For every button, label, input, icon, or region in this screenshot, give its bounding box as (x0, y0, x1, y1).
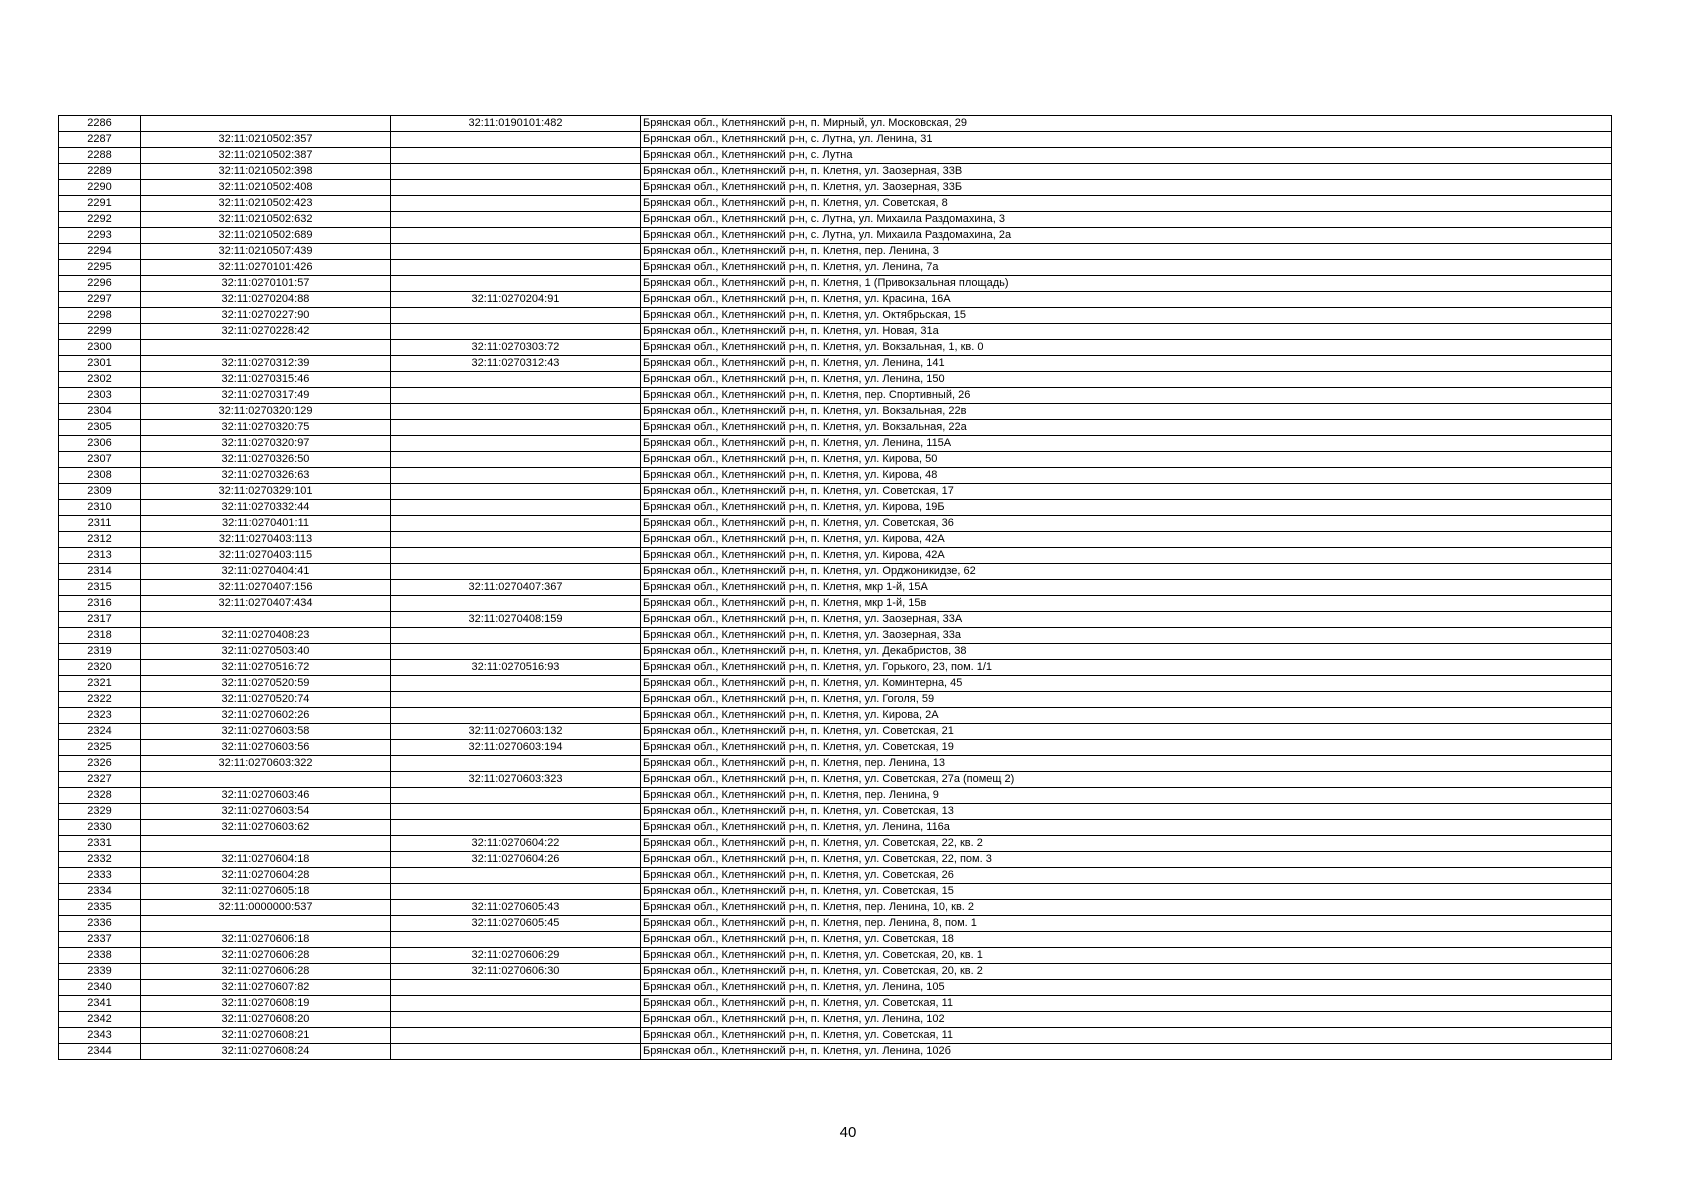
address-cell: Брянская обл., Клетнянский р-н, п. Клетня, ул. Советская, 27а (помещ 2) (641, 772, 1612, 788)
page-number: 40 (839, 1124, 857, 1141)
table-row (59, 868, 1612, 884)
second-cadastral-number-cell (391, 276, 641, 292)
second-cadastral-number-cell (391, 1044, 641, 1060)
address-cell: Брянская обл., Клетнянский р-н, п. Клетня, пер. Спортивный, 26 (641, 388, 1612, 404)
cadastral-number-cell: 32:11:0270605:18 (141, 884, 391, 900)
table-row (59, 276, 1612, 292)
second-cadastral-number-cell (391, 884, 641, 900)
row-number-cell: 2338 (59, 948, 141, 964)
row-number-cell: 2344 (59, 1044, 141, 1060)
address-cell: Брянская обл., Клетнянский р-н, п. Клетня, пер. Ленина, 10, кв. 2 (641, 900, 1612, 916)
table-row (59, 916, 1612, 932)
address-cell: Брянская обл., Клетнянский р-н, п. Клетня, пер. Ленина, 13 (641, 756, 1612, 772)
table-row (59, 500, 1612, 516)
row-number-cell: 2333 (59, 868, 141, 884)
table-row (59, 1044, 1612, 1060)
row-number-cell: 2315 (59, 580, 141, 596)
table-row (59, 996, 1612, 1012)
table-row (59, 452, 1612, 468)
cadastral-number-cell: 32:11:0270603:54 (141, 804, 391, 820)
address-cell: Брянская обл., Клетнянский р-н, п. Клетня, ул. Советская, 17 (641, 484, 1612, 500)
cadastral-number-cell (141, 772, 391, 788)
cadastral-number-cell: 32:11:0270227:90 (141, 308, 391, 324)
row-number-cell: 2299 (59, 324, 141, 340)
cadastral-number-cell (141, 340, 391, 356)
second-cadastral-number-cell (391, 388, 641, 404)
cadastral-number-cell: 32:11:0210502:408 (141, 180, 391, 196)
table-row (59, 644, 1612, 660)
cadastral-number-cell: 32:11:0270606:18 (141, 932, 391, 948)
cadastral-number-cell (141, 836, 391, 852)
cadastral-number-cell: 32:11:0270403:115 (141, 548, 391, 564)
row-number-cell: 2289 (59, 164, 141, 180)
address-cell: Брянская обл., Клетнянский р-н, п. Клетня, ул. Заозерная, 33а (641, 628, 1612, 644)
address-cell: Брянская обл., Клетнянский р-н, п. Клетня, ул. Ленина, 105 (641, 980, 1612, 996)
second-cadastral-number-cell: 32:11:0270606:30 (391, 964, 641, 980)
row-number-cell: 2308 (59, 468, 141, 484)
second-cadastral-number-cell: 32:11:0270605:43 (391, 900, 641, 916)
row-number-cell: 2293 (59, 228, 141, 244)
address-cell: Брянская обл., Клетнянский р-н, с. Лутна, ул. Михаила Раздомахина, 3 (641, 212, 1612, 228)
row-number-cell: 2313 (59, 548, 141, 564)
table-row (59, 388, 1612, 404)
cadastral-number-cell: 32:11:0270317:49 (141, 388, 391, 404)
table-row (59, 804, 1612, 820)
second-cadastral-number-cell (391, 244, 641, 260)
address-cell: Брянская обл., Клетнянский р-н, п. Клетня, ул. Советская, 11 (641, 1028, 1612, 1044)
second-cadastral-number-cell (391, 132, 641, 148)
cadastral-number-cell: 32:11:0270608:20 (141, 1012, 391, 1028)
cadastral-number-cell: 32:11:0270604:18 (141, 852, 391, 868)
address-cell: Брянская обл., Клетнянский р-н, п. Клетня, ул. Ленина, 102б (641, 1044, 1612, 1060)
cadastral-number-cell: 32:11:0270607:82 (141, 980, 391, 996)
address-cell: Брянская обл., Клетнянский р-н, п. Клетня, ул. Советская, 15 (641, 884, 1612, 900)
row-number-cell: 2321 (59, 676, 141, 692)
row-number-cell: 2302 (59, 372, 141, 388)
cadastral-number-cell: 32:11:0270101:426 (141, 260, 391, 276)
row-number-cell: 2310 (59, 500, 141, 516)
second-cadastral-number-cell: 32:11:0270204:91 (391, 292, 641, 308)
second-cadastral-number-cell (391, 324, 641, 340)
address-cell: Брянская обл., Клетнянский р-н, п. Клетня, ул. Гоголя, 59 (641, 692, 1612, 708)
second-cadastral-number-cell: 32:11:0270407:367 (391, 580, 641, 596)
cadastral-number-cell: 32:11:0270608:24 (141, 1044, 391, 1060)
cadastral-number-cell: 32:11:0270608:21 (141, 1028, 391, 1044)
address-cell: Брянская обл., Клетнянский р-н, п. Клетня, ул. Кирова, 42А (641, 548, 1612, 564)
second-cadastral-number-cell (391, 628, 641, 644)
address-cell: Брянская обл., Клетнянский р-н, п. Клетня, ул. Новая, 31а (641, 324, 1612, 340)
address-cell: Брянская обл., Клетнянский р-н, п. Клетня, ул. Ленина, 115А (641, 436, 1612, 452)
address-cell: Брянская обл., Клетнянский р-н, п. Клетня, ул. Ленина, 7а (641, 260, 1612, 276)
row-number-cell: 2342 (59, 1012, 141, 1028)
table-row (59, 180, 1612, 196)
row-number-cell: 2297 (59, 292, 141, 308)
cadastral-number-cell: 32:11:0270404:41 (141, 564, 391, 580)
row-number-cell: 2314 (59, 564, 141, 580)
table-row (59, 820, 1612, 836)
address-cell: Брянская обл., Клетнянский р-н, п. Клетня, ул. Вокзальная, 22в (641, 404, 1612, 420)
table-row (59, 900, 1612, 916)
second-cadastral-number-cell (391, 484, 641, 500)
row-number-cell: 2326 (59, 756, 141, 772)
address-cell: Брянская обл., Клетнянский р-н, п. Мирный, ул. Московская, 29 (641, 116, 1612, 132)
table-row (59, 740, 1612, 756)
row-number-cell: 2300 (59, 340, 141, 356)
table-row (59, 404, 1612, 420)
second-cadastral-number-cell (391, 932, 641, 948)
second-cadastral-number-cell (391, 452, 641, 468)
second-cadastral-number-cell (391, 868, 641, 884)
row-number-cell: 2330 (59, 820, 141, 836)
address-cell: Брянская обл., Клетнянский р-н, п. Клетня, ул. Советская, 11 (641, 996, 1612, 1012)
cadastral-number-cell: 32:11:0270604:28 (141, 868, 391, 884)
row-number-cell: 2329 (59, 804, 141, 820)
second-cadastral-number-cell (391, 996, 641, 1012)
table-row (59, 132, 1612, 148)
second-cadastral-number-cell (391, 676, 641, 692)
table-row (59, 484, 1612, 500)
address-cell: Брянская обл., Клетнянский р-н, п. Клетня, ул. Советская, 19 (641, 740, 1612, 756)
address-cell: Брянская обл., Клетнянский р-н, п. Клетня, ул. Коминтерна, 45 (641, 676, 1612, 692)
row-number-cell: 2334 (59, 884, 141, 900)
second-cadastral-number-cell (391, 820, 641, 836)
address-cell: Брянская обл., Клетнянский р-н, п. Клетня, ул. Заозерная, 33В (641, 164, 1612, 180)
table-row (59, 228, 1612, 244)
table-row (59, 324, 1612, 340)
table-row (59, 116, 1612, 132)
row-number-cell: 2304 (59, 404, 141, 420)
address-cell: Брянская обл., Клетнянский р-н, п. Клетня, ул. Горького, 23, пом. 1/1 (641, 660, 1612, 676)
table-row (59, 260, 1612, 276)
second-cadastral-number-cell (391, 644, 641, 660)
row-number-cell: 2331 (59, 836, 141, 852)
second-cadastral-number-cell (391, 164, 641, 180)
address-cell: Брянская обл., Клетнянский р-н, п. Клетня, ул. Советская, 22, пом. 3 (641, 852, 1612, 868)
table-row (59, 1012, 1612, 1028)
second-cadastral-number-cell (391, 532, 641, 548)
registry-table-body (59, 116, 1612, 1060)
cadastral-number-cell: 32:11:0270520:74 (141, 692, 391, 708)
row-number-cell: 2327 (59, 772, 141, 788)
second-cadastral-number-cell (391, 212, 641, 228)
cadastral-number-cell: 32:11:0270320:97 (141, 436, 391, 452)
second-cadastral-number-cell: 32:11:0270604:26 (391, 852, 641, 868)
table-row (59, 676, 1612, 692)
address-cell: Брянская обл., Клетнянский р-н, п. Клетня, ул. Заозерная, 33Б (641, 180, 1612, 196)
second-cadastral-number-cell (391, 372, 641, 388)
cadastral-number-cell: 32:11:0270516:72 (141, 660, 391, 676)
table-row (59, 660, 1612, 676)
table-row (59, 724, 1612, 740)
row-number-cell: 2291 (59, 196, 141, 212)
row-number-cell: 2301 (59, 356, 141, 372)
table-row (59, 756, 1612, 772)
address-cell: Брянская обл., Клетнянский р-н, п. Клетня, ул. Советская, 36 (641, 516, 1612, 532)
table-row (59, 340, 1612, 356)
cadastral-number-cell: 32:11:0270407:156 (141, 580, 391, 596)
cadastral-number-cell: 32:11:0210507:439 (141, 244, 391, 260)
row-number-cell: 2324 (59, 724, 141, 740)
row-number-cell: 2341 (59, 996, 141, 1012)
row-number-cell: 2328 (59, 788, 141, 804)
table-row (59, 356, 1612, 372)
cadastral-number-cell: 32:11:0210502:387 (141, 148, 391, 164)
table-row (59, 420, 1612, 436)
table-row (59, 308, 1612, 324)
second-cadastral-number-cell: 32:11:0270604:22 (391, 836, 641, 852)
table-row (59, 564, 1612, 580)
table-row (59, 628, 1612, 644)
second-cadastral-number-cell (391, 708, 641, 724)
address-cell: Брянская обл., Клетнянский р-н, п. Клетня, ул. Кирова, 2А (641, 708, 1612, 724)
second-cadastral-number-cell (391, 420, 641, 436)
row-number-cell: 2335 (59, 900, 141, 916)
cadastral-number-cell: 32:11:0270407:434 (141, 596, 391, 612)
row-number-cell: 2306 (59, 436, 141, 452)
address-cell: Брянская обл., Клетнянский р-н, п. Клетня, ул. Кирова, 48 (641, 468, 1612, 484)
address-cell: Брянская обл., Клетнянский р-н, п. Клетня, ул. Ленина, 116а (641, 820, 1612, 836)
cadastral-number-cell: 32:11:0270315:46 (141, 372, 391, 388)
second-cadastral-number-cell (391, 148, 641, 164)
second-cadastral-number-cell (391, 596, 641, 612)
row-number-cell: 2325 (59, 740, 141, 756)
row-number-cell: 2294 (59, 244, 141, 260)
table-row (59, 548, 1612, 564)
table-row (59, 292, 1612, 308)
second-cadastral-number-cell (391, 804, 641, 820)
row-number-cell: 2339 (59, 964, 141, 980)
table-row (59, 148, 1612, 164)
row-number-cell: 2296 (59, 276, 141, 292)
address-cell: Брянская обл., Клетнянский р-н, п. Клетня, ул. Кирова, 19Б (641, 500, 1612, 516)
row-number-cell: 2320 (59, 660, 141, 676)
row-number-cell: 2287 (59, 132, 141, 148)
table-row (59, 596, 1612, 612)
table-row (59, 964, 1612, 980)
cadastral-number-cell: 32:11:0270603:62 (141, 820, 391, 836)
table-row (59, 1028, 1612, 1044)
second-cadastral-number-cell: 32:11:0270606:29 (391, 948, 641, 964)
cadastral-number-cell: 32:11:0270312:39 (141, 356, 391, 372)
cadastral-number-cell: 32:11:0270320:129 (141, 404, 391, 420)
address-cell: Брянская обл., Клетнянский р-н, п. Клетня, ул. Ленина, 150 (641, 372, 1612, 388)
table-row (59, 708, 1612, 724)
cadastral-number-cell: 32:11:0270326:50 (141, 452, 391, 468)
row-number-cell: 2319 (59, 644, 141, 660)
table-row (59, 772, 1612, 788)
address-cell: Брянская обл., Клетнянский р-н, п. Клетня, мкр 1-й, 15в (641, 596, 1612, 612)
address-cell: Брянская обл., Клетнянский р-н, п. Клетня, ул. Орджоникидзе, 62 (641, 564, 1612, 580)
address-cell: Брянская обл., Клетнянский р-н, п. Клетня, 1 (Привокзальная площадь) (641, 276, 1612, 292)
cadastral-number-cell: 32:11:0210502:689 (141, 228, 391, 244)
cadastral-number-cell (141, 916, 391, 932)
address-cell: Брянская обл., Клетнянский р-н, п. Клетня, ул. Советская, 20, кв. 2 (641, 964, 1612, 980)
row-number-cell: 2295 (59, 260, 141, 276)
address-cell: Брянская обл., Клетнянский р-н, п. Клетня, ул. Кирова, 50 (641, 452, 1612, 468)
second-cadastral-number-cell: 32:11:0190101:482 (391, 116, 641, 132)
address-cell: Брянская обл., Клетнянский р-н, с. Лутна, ул. Михаила Раздомахина, 2а (641, 228, 1612, 244)
row-number-cell: 2298 (59, 308, 141, 324)
second-cadastral-number-cell: 32:11:0270603:323 (391, 772, 641, 788)
second-cadastral-number-cell: 32:11:0270603:194 (391, 740, 641, 756)
cadastral-number-cell: 32:11:0270326:63 (141, 468, 391, 484)
address-cell: Брянская обл., Клетнянский р-н, п. Клетня, ул. Советская, 22, кв. 2 (641, 836, 1612, 852)
address-cell: Брянская обл., Клетнянский р-н, п. Клетня, ул. Красина, 16А (641, 292, 1612, 308)
table-row (59, 932, 1612, 948)
table-row (59, 884, 1612, 900)
row-number-cell: 2312 (59, 532, 141, 548)
cadastral-number-cell: 32:11:0270329:101 (141, 484, 391, 500)
second-cadastral-number-cell (391, 436, 641, 452)
table-row (59, 852, 1612, 868)
table-row (59, 468, 1612, 484)
address-cell: Брянская обл., Клетнянский р-н, п. Клетня, ул. Советская, 13 (641, 804, 1612, 820)
second-cadastral-number-cell (391, 564, 641, 580)
cadastral-number-cell: 32:11:0270608:19 (141, 996, 391, 1012)
cadastral-number-cell: 32:11:0270401:11 (141, 516, 391, 532)
second-cadastral-number-cell (391, 548, 641, 564)
row-number-cell: 2292 (59, 212, 141, 228)
cadastral-number-cell: 32:11:0270332:44 (141, 500, 391, 516)
cadastral-number-cell: 32:11:0270503:40 (141, 644, 391, 660)
row-number-cell: 2303 (59, 388, 141, 404)
row-number-cell: 2340 (59, 980, 141, 996)
table-row (59, 196, 1612, 212)
table-row (59, 436, 1612, 452)
second-cadastral-number-cell (391, 404, 641, 420)
property-registry-table (58, 115, 1612, 1060)
cadastral-number-cell: 32:11:0000000:537 (141, 900, 391, 916)
address-cell: Брянская обл., Клетнянский р-н, п. Клетня, ул. Декабристов, 38 (641, 644, 1612, 660)
address-cell: Брянская обл., Клетнянский р-н, п. Клетня, ул. Советская, 26 (641, 868, 1612, 884)
cadastral-number-cell (141, 116, 391, 132)
address-cell: Брянская обл., Клетнянский р-н, п. Клетня, ул. Советская, 20, кв. 1 (641, 948, 1612, 964)
cadastral-number-cell (141, 612, 391, 628)
cadastral-number-cell: 32:11:0270603:322 (141, 756, 391, 772)
cadastral-number-cell: 32:11:0270603:46 (141, 788, 391, 804)
cadastral-number-cell: 32:11:0270320:75 (141, 420, 391, 436)
table-row (59, 980, 1612, 996)
cadastral-number-cell: 32:11:0210502:357 (141, 132, 391, 148)
cadastral-number-cell: 32:11:0270602:26 (141, 708, 391, 724)
address-cell: Брянская обл., Клетнянский р-н, с. Лутна (641, 148, 1612, 164)
row-number-cell: 2309 (59, 484, 141, 500)
second-cadastral-number-cell (391, 308, 641, 324)
cadastral-number-cell: 32:11:0210502:398 (141, 164, 391, 180)
row-number-cell: 2316 (59, 596, 141, 612)
second-cadastral-number-cell: 32:11:0270312:43 (391, 356, 641, 372)
second-cadastral-number-cell (391, 788, 641, 804)
table-row (59, 612, 1612, 628)
cadastral-number-cell: 32:11:0270520:59 (141, 676, 391, 692)
cadastral-number-cell: 32:11:0270101:57 (141, 276, 391, 292)
table-row (59, 164, 1612, 180)
address-cell: Брянская обл., Клетнянский р-н, п. Клетня, ул. Советская, 21 (641, 724, 1612, 740)
cadastral-number-cell: 32:11:0270204:88 (141, 292, 391, 308)
row-number-cell: 2337 (59, 932, 141, 948)
second-cadastral-number-cell (391, 516, 641, 532)
cadastral-number-cell: 32:11:0210502:632 (141, 212, 391, 228)
table-row (59, 788, 1612, 804)
second-cadastral-number-cell (391, 980, 641, 996)
cadastral-number-cell: 32:11:0270228:42 (141, 324, 391, 340)
table-row (59, 692, 1612, 708)
table-row (59, 516, 1612, 532)
row-number-cell: 2305 (59, 420, 141, 436)
address-cell: Брянская обл., Клетнянский р-н, п. Клетня, пер. Ленина, 3 (641, 244, 1612, 260)
address-cell: Брянская обл., Клетнянский р-н, п. Клетня, ул. Октябрьская, 15 (641, 308, 1612, 324)
table-row (59, 372, 1612, 388)
row-number-cell: 2332 (59, 852, 141, 868)
table-row (59, 532, 1612, 548)
second-cadastral-number-cell (391, 468, 641, 484)
row-number-cell: 2286 (59, 116, 141, 132)
second-cadastral-number-cell: 32:11:0270605:45 (391, 916, 641, 932)
address-cell: Брянская обл., Клетнянский р-н, п. Клетня, ул. Заозерная, 33А (641, 612, 1612, 628)
row-number-cell: 2322 (59, 692, 141, 708)
row-number-cell: 2288 (59, 148, 141, 164)
row-number-cell: 2318 (59, 628, 141, 644)
table-row (59, 580, 1612, 596)
address-cell: Брянская обл., Клетнянский р-н, п. Клетня, ул. Советская, 18 (641, 932, 1612, 948)
row-number-cell: 2323 (59, 708, 141, 724)
second-cadastral-number-cell (391, 756, 641, 772)
second-cadastral-number-cell (391, 1028, 641, 1044)
cadastral-number-cell: 32:11:0210502:423 (141, 196, 391, 212)
address-cell: Брянская обл., Клетнянский р-н, п. Клетня, ул. Вокзальная, 22а (641, 420, 1612, 436)
second-cadastral-number-cell: 32:11:0270603:132 (391, 724, 641, 740)
table-row (59, 212, 1612, 228)
second-cadastral-number-cell (391, 1012, 641, 1028)
second-cadastral-number-cell (391, 196, 641, 212)
row-number-cell: 2343 (59, 1028, 141, 1044)
address-cell: Брянская обл., Клетнянский р-н, п. Клетня, ул. Вокзальная, 1, кв. 0 (641, 340, 1612, 356)
address-cell: Брянская обл., Клетнянский р-н, п. Клетня, ул. Кирова, 42А (641, 532, 1612, 548)
row-number-cell: 2311 (59, 516, 141, 532)
second-cadastral-number-cell: 32:11:0270303:72 (391, 340, 641, 356)
cadastral-number-cell: 32:11:0270403:113 (141, 532, 391, 548)
cadastral-number-cell: 32:11:0270606:28 (141, 964, 391, 980)
cadastral-number-cell: 32:11:0270408:23 (141, 628, 391, 644)
address-cell: Брянская обл., Клетнянский р-н, п. Клетня, пер. Ленина, 8, пом. 1 (641, 916, 1612, 932)
row-number-cell: 2336 (59, 916, 141, 932)
address-cell: Брянская обл., Клетнянский р-н, п. Клетня, пер. Ленина, 9 (641, 788, 1612, 804)
table-row (59, 948, 1612, 964)
table-row (59, 244, 1612, 260)
second-cadastral-number-cell (391, 260, 641, 276)
address-cell: Брянская обл., Клетнянский р-н, п. Клетня, ул. Ленина, 141 (641, 356, 1612, 372)
row-number-cell: 2290 (59, 180, 141, 196)
address-cell: Брянская обл., Клетнянский р-н, п. Клетня, мкр 1-й, 15А (641, 580, 1612, 596)
row-number-cell: 2307 (59, 452, 141, 468)
row-number-cell: 2317 (59, 612, 141, 628)
second-cadastral-number-cell (391, 228, 641, 244)
second-cadastral-number-cell (391, 500, 641, 516)
second-cadastral-number-cell: 32:11:0270408:159 (391, 612, 641, 628)
table-row (59, 836, 1612, 852)
cadastral-number-cell: 32:11:0270606:28 (141, 948, 391, 964)
second-cadastral-number-cell (391, 180, 641, 196)
cadastral-number-cell: 32:11:0270603:58 (141, 724, 391, 740)
address-cell: Брянская обл., Клетнянский р-н, с. Лутна, ул. Ленина, 31 (641, 132, 1612, 148)
address-cell: Брянская обл., Клетнянский р-н, п. Клетня, ул. Советская, 8 (641, 196, 1612, 212)
second-cadastral-number-cell (391, 692, 641, 708)
cadastral-number-cell: 32:11:0270603:56 (141, 740, 391, 756)
address-cell: Брянская обл., Клетнянский р-н, п. Клетня, ул. Ленина, 102 (641, 1012, 1612, 1028)
second-cadastral-number-cell: 32:11:0270516:93 (391, 660, 641, 676)
